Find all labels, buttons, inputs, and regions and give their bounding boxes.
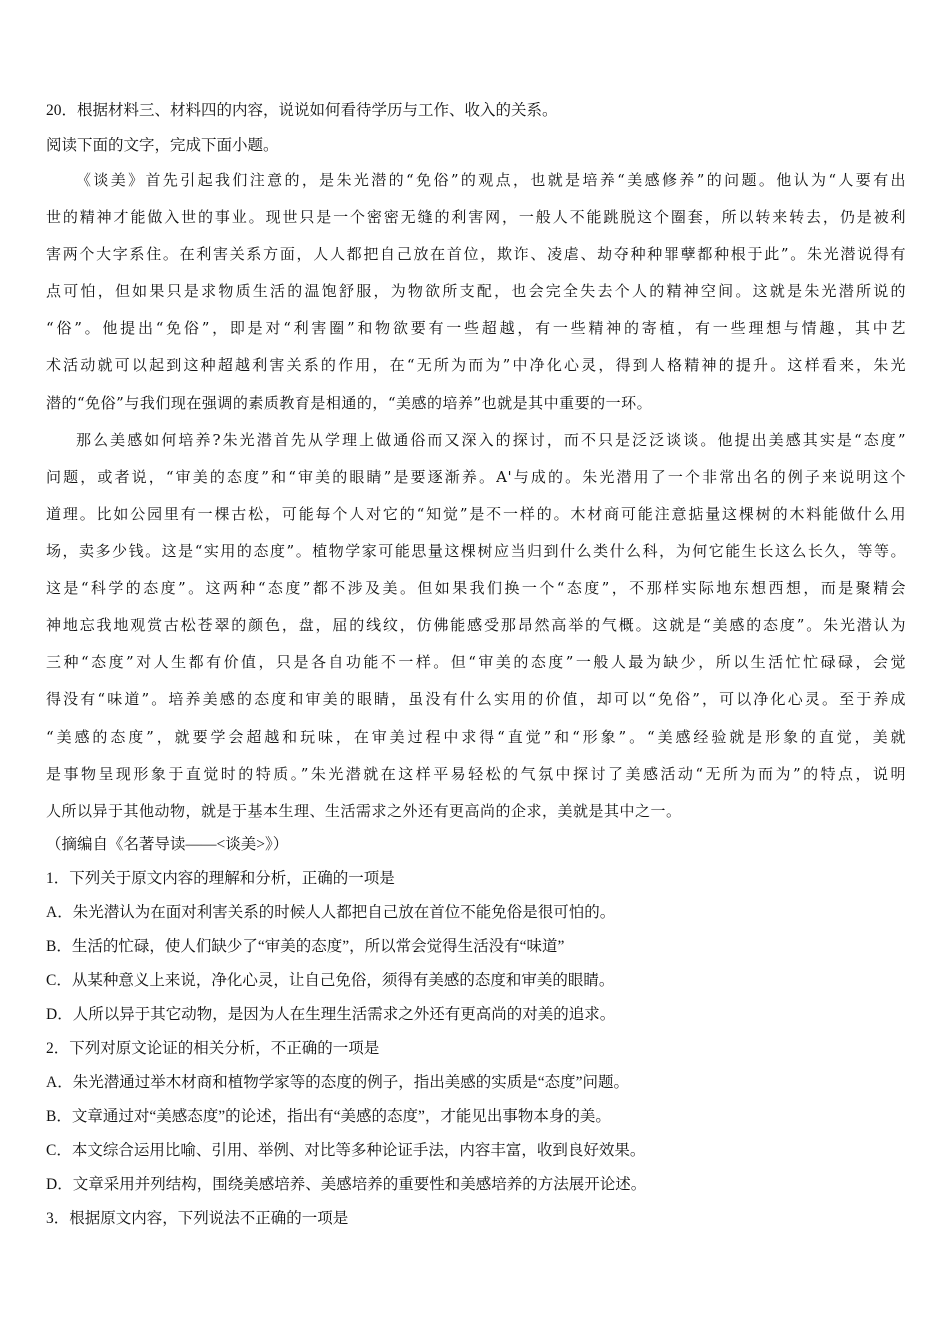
question-2-option-d: D．文章采用并列结构，围绕美感培养、美感培养的重要性和美感培养的方法展开论述。 (46, 1176, 647, 1193)
question-1-option-c: C．从某种意义上来说，净化心灵，让自己免俗，须得有美感的态度和审美的眼睛。 (46, 972, 615, 989)
question-1-option-a: A．朱光潜认为在面对利害关系的时候人人都把自己放在首位不能免俗是很可怕的。 (46, 904, 616, 921)
passage-p2-line-8: 得没有“味道”。培养美感的态度和审美的眼睛，虽没有什么实用的价值，却可以“免俗”，可以净化心灵。至于养成 (46, 690, 906, 708)
reading-instruction: 阅读下面的文字，完成下面小题。 (46, 137, 279, 154)
passage-source: （摘编自《名著导读——<谈美>》） (46, 836, 289, 853)
question-1-option-b: B．生活的忙碌，使人们缺少了“审美的态度”，所以常会觉得生活没有“味道” (46, 938, 565, 955)
question-1-stem: 1．下列关于原文内容的理解和分析，正确的一项是 (46, 870, 395, 887)
question-3-stem: 3．根据原文内容，下列说法不正确的一项是 (46, 1210, 349, 1227)
question-2-option-b: B．文章通过对“美感态度”的论述，指出有“美感的态度”，才能见出事物本身的美。 (46, 1108, 611, 1125)
passage-p2-line-5: 这是“科学的态度”。这两种“态度”都不涉及美。但如果我们换一个“态度”，不那样实际地东想西想，而是聚精会 (46, 579, 907, 597)
passage-p2-line-4: 场，卖多少钱。这是“实用的态度”。植物学家可能思量这棵树应当归到什么类什么科，为何它能生长这么长久，等等。 (46, 542, 906, 560)
passage-p1-line-5: “俗”。他提出“免俗”，即是对“利害圈”和物欲要有一些超越，有一些精神的寄植，有一些理想与情趣，其中艺 (46, 319, 906, 337)
question-2-option-a: A．朱光潜通过举木材商和植物学家等的态度的例子，指出美感的实质是“态度”问题。 (46, 1074, 629, 1091)
question-2-option-c: C．本文综合运用比喻、引用、举例、对比等多种论证手法，内容丰富，收到良好效果。 (46, 1142, 646, 1159)
passage-p2-line-3: 道理。比如公园里有一棵古松，可能每个人对它的“知觉”是不一样的。木材商可能注意掂量这棵树的木料能做什么用 (46, 505, 906, 523)
passage-p1-line-2: 世的精神才能做入世的事业。现世只是一个密密无缝的利害网，一般人不能跳脱这个圈套，所以转来转去，仍是被利 (46, 208, 906, 226)
passage-p1-line-6: 术活动就可以起到这种超越利害关系的作用，在“无所为而为”中净化心灵，得到人格精神的提升。这样看来，朱光 (46, 356, 906, 374)
passage-p2-line-6: 神地忘我地观赏古松苍翠的颜色，盘，屈的线纹，仿佛能感受那昂然高举的气概。这就是“美感的态度”。朱光潜认为 (46, 616, 906, 634)
passage-p1-line-3: 害两个大字系住。在利害关系方面，人人都把自己放在首位，欺诈、凌虐、劫夺种种罪孽都种根于此”。朱光潜说得有 (46, 245, 906, 263)
passage-p2-line-7: 三种“态度”对人生都有价值，只是各自功能不一样。但“审美的态度”一般人最为缺少，所以生活忙忙碌碌，会觉 (46, 653, 906, 671)
passage-p1-line-4: 点可怕，但如果只是求物质生活的温饱舒服，为物欲所支配，也会完全失去个人的精神空间。这就是朱光潜所说的 (46, 282, 906, 300)
question-20: 20．根据材料三、材料四的内容，说说如何看待学历与工作、收入的关系。 (46, 102, 558, 119)
question-2-stem: 2．下列对原文论证的相关分析，不正确的一项是 (46, 1040, 380, 1057)
question-1-option-d: D．人所以异于其它动物，是因为人在生理生活需求之外还有更高尚的对美的追求。 (46, 1006, 616, 1023)
passage-p1-line-7: 潜的“免俗”与我们现在强调的素质教育是相通的，“美感的培养”也就是其中重要的一环。 (46, 394, 653, 412)
passage-p2-line-10: 是事物呈现形象于直觉时的特质。”朱光潜就在这样平易轻松的气氛中探讨了美感活动“无所为而为”的特点，说明 (46, 765, 906, 783)
passage-p2-line-2: 问题，或者说，“审美的态度”和“审美的眼睛”是要逐渐养。A'与成的。朱光潜用了一个非常出名的例子来说明这个 (46, 468, 906, 486)
passage-p1-line-1: 《谈美》首先引起我们注意的，是朱光潜的“免俗”的观点，也就是培养“美感修养”的问题。他认为“人要有出 (76, 171, 906, 189)
passage-p2-line-9: “美感的态度”，就要学会超越和玩味，在审美过程中求得“直觉”和“形象”。“美感经验就是形象的直觉，美就 (46, 728, 906, 746)
passage-p2-line-1: 那么美感如何培养?朱光潜首先从学理上做通俗而又深入的探讨，而不只是泛泛谈谈。他提出美感其实是“态度” (76, 431, 906, 449)
passage-p2-line-11: 人所以异于其他动物，就是于基本生理、生活需求之外还有更高尚的企求，美就是其中之一。 (46, 802, 682, 820)
